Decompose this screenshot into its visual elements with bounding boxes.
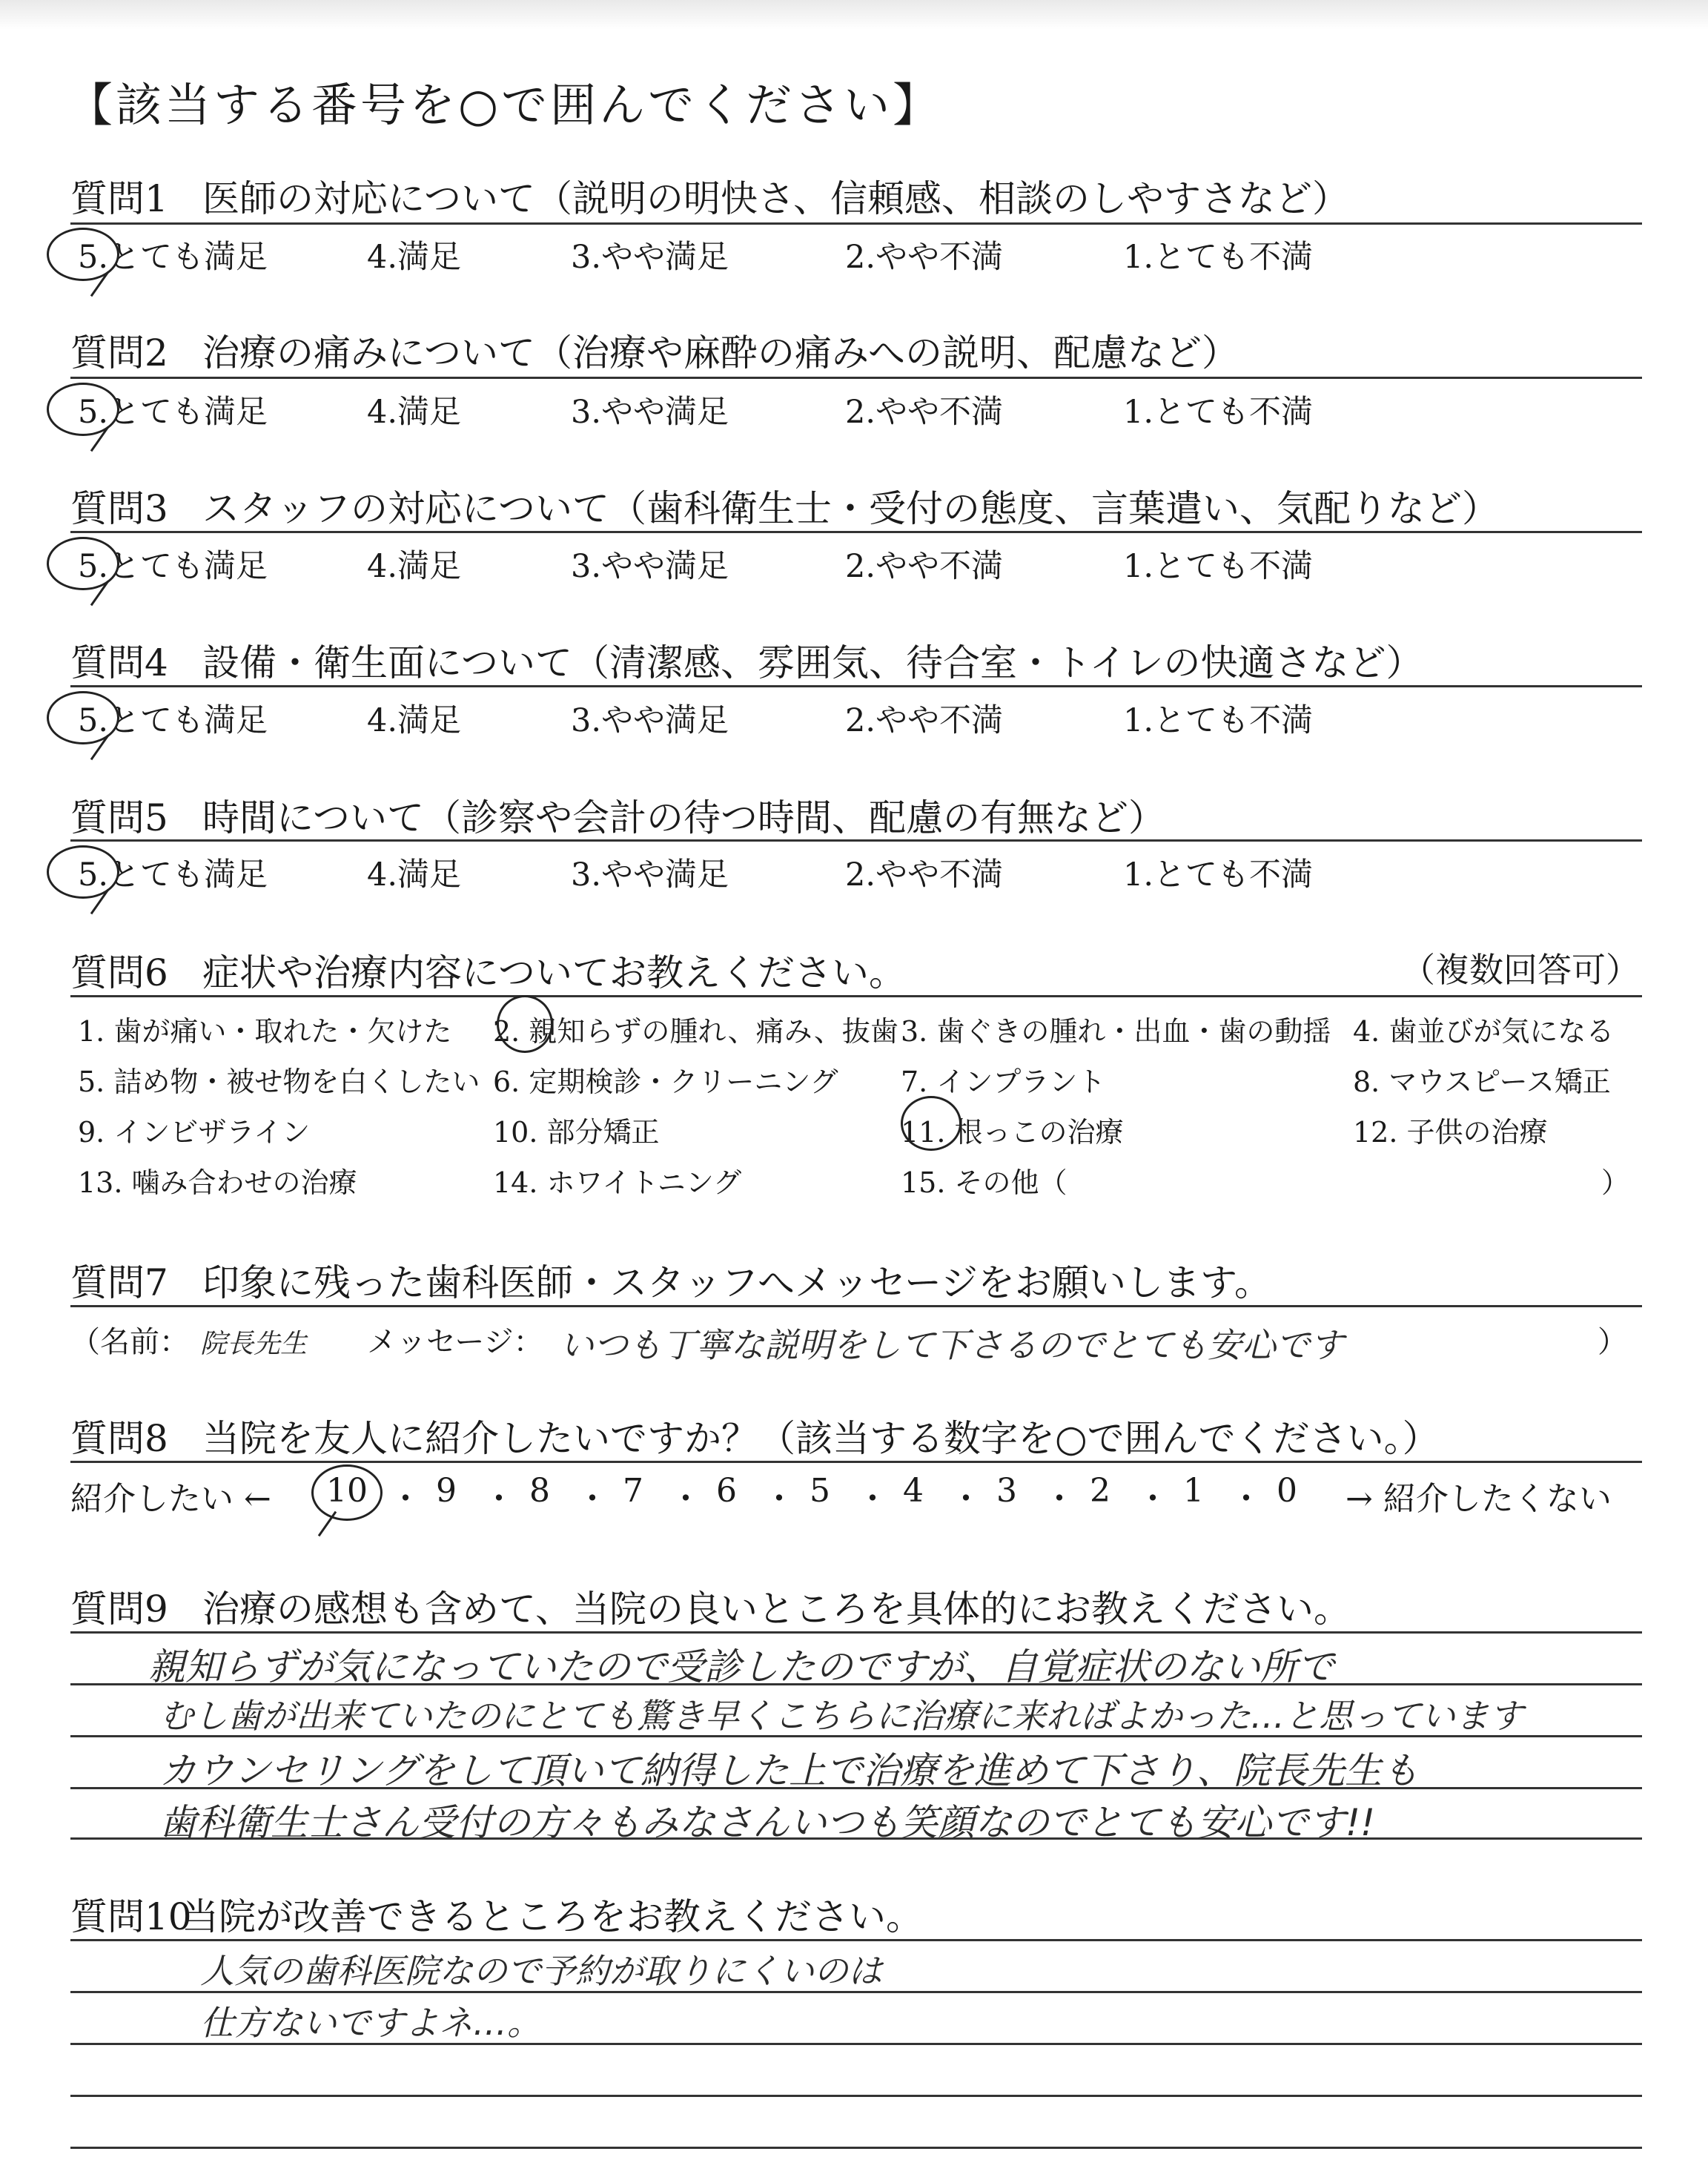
- rating-option-4[interactable]: 4.満足: [367, 548, 462, 585]
- rating-option-2[interactable]: 2.やや不満: [845, 548, 1004, 585]
- multiple-answers-note: （複数回答可）: [1401, 950, 1640, 990]
- scale-value-7[interactable]: 7: [623, 1472, 643, 1510]
- question-text: 治療の痛みについて（治療や麻酔の痛みへの説明、配慮など）: [202, 331, 1239, 374]
- scale-value-10[interactable]: 10: [326, 1472, 368, 1510]
- selection-circle-mark: [497, 995, 553, 1053]
- symptom-option-6[interactable]: 6. 定期検診・クリーニング: [493, 1066, 838, 1098]
- answer-handwriting-line[interactable]: 人気の歯科医院なので予約が取りにくいのは: [200, 1951, 882, 1991]
- question-rule: [70, 531, 1642, 533]
- answer-handwriting-line[interactable]: カウンセリングをして頂いて納得した上で治療を進めて下さり、院長先生も: [159, 1749, 1419, 1792]
- scale-dot: ・: [856, 1480, 889, 1518]
- question-number: 質問4: [70, 641, 168, 684]
- other-close-paren: ）: [1601, 1166, 1630, 1199]
- scale-dot: ・: [483, 1480, 515, 1518]
- answer-handwriting-line[interactable]: 歯科衛生士さん受付の方々もみなさんいつも笑顔なのでとても安心です!!: [159, 1801, 1376, 1844]
- rating-option-4[interactable]: 4.満足: [367, 702, 462, 739]
- question-heading: [70, 633, 1423, 687]
- symptom-option-11[interactable]: 11. 根っこの治療: [901, 1116, 1124, 1149]
- question-rule: [70, 1631, 1642, 1634]
- scale-value-3[interactable]: 3: [996, 1472, 1017, 1510]
- question-10-heading: [70, 1887, 923, 1941]
- rating-option-3[interactable]: 3.やや満足: [571, 702, 729, 739]
- answer-line: [70, 2147, 1642, 2149]
- answer-handwriting-line[interactable]: 親知らずが気になっていたので受診したのですが、自覚症状のない所で: [148, 1645, 1334, 1688]
- question-text: 設備・衛生面について（清潔感、雰囲気、待合室・トイレの快適さなど）: [202, 641, 1423, 684]
- message-label: メッセージ：: [367, 1325, 543, 1359]
- symptom-option-14[interactable]: 14. ホワイトニング: [493, 1166, 742, 1199]
- scale-dot: ・: [389, 1480, 422, 1518]
- question-6-heading: [70, 943, 906, 997]
- question-number: 質問7: [70, 1261, 168, 1304]
- question-7-heading: [70, 1253, 1271, 1307]
- question-8-heading: [70, 1409, 1440, 1462]
- scale-dot: ・: [950, 1480, 982, 1518]
- scale-dot: ・: [1136, 1480, 1169, 1518]
- answer-handwriting-line[interactable]: 仕方ないですよネ…。: [200, 2003, 541, 2043]
- symptom-option-5[interactable]: 5. 詰め物・被せ物を白くしたい: [78, 1066, 480, 1098]
- question-number: 質問3: [70, 487, 168, 530]
- scale-value-1[interactable]: 1: [1183, 1472, 1204, 1510]
- rating-option-3[interactable]: 3.やや満足: [571, 239, 729, 276]
- selection-circle-mark: [311, 1464, 383, 1521]
- question-heading: [70, 169, 1349, 222]
- rating-option-5[interactable]: 5.とても満足: [78, 856, 268, 894]
- symptom-option-15[interactable]: 15. その他（: [901, 1166, 1068, 1199]
- scale-right-label: → 紹介したくない: [1345, 1480, 1612, 1518]
- question-number: 質問2: [70, 331, 168, 374]
- question-number: 質問8: [70, 1417, 168, 1460]
- scale-dot: ・: [576, 1480, 609, 1518]
- rating-options: [70, 541, 1642, 586]
- question-text: 印象に残った歯科医師・スタッフへメッセージをお願いします。: [202, 1261, 1271, 1304]
- question-rule: [70, 1461, 1642, 1463]
- question-number: 質問6: [70, 951, 168, 994]
- answer-line: [70, 2095, 1642, 2097]
- answer-handwriting-line[interactable]: むし歯が出来ていたのにとても驚き早くこちらに治療に来ればよかった…と思っています: [159, 1696, 1523, 1736]
- question-number: 質問1: [70, 177, 168, 220]
- rating-option-1[interactable]: 1.とても不満: [1123, 394, 1314, 431]
- symptom-option-7[interactable]: 7. インプラント: [901, 1066, 1106, 1098]
- symptom-option-8[interactable]: 8. マウスピース矯正: [1353, 1066, 1611, 1098]
- rating-option-3[interactable]: 3.やや満足: [571, 856, 729, 894]
- scale-value-5[interactable]: 5: [810, 1472, 830, 1510]
- rating-option-1[interactable]: 1.とても不満: [1123, 548, 1314, 585]
- rating-options: [70, 232, 1642, 277]
- question-text: 当院を友人に紹介したいですか？（該当する数字を○で囲んでください。）: [202, 1417, 1440, 1460]
- question-text: スタッフの対応について（歯科衛生士・受付の態度、言葉遣い、気配りなど）: [202, 487, 1499, 530]
- rating-options: [70, 850, 1642, 894]
- scale-dot: ・: [1043, 1480, 1076, 1518]
- question-text: 治療の感想も含めて、当院の良いところを具体的にお教えください。: [202, 1588, 1351, 1631]
- rating-option-4[interactable]: 4.満足: [367, 856, 462, 894]
- question-number: 質問9: [70, 1588, 168, 1631]
- scale-value-2[interactable]: 2: [1090, 1472, 1110, 1510]
- symptom-option-4[interactable]: 4. 歯並びが気になる: [1353, 1015, 1615, 1048]
- rating-option-1[interactable]: 1.とても不満: [1123, 239, 1314, 276]
- scale-dot: ・: [669, 1480, 702, 1518]
- question-heading: [70, 323, 1239, 377]
- scale-value-4[interactable]: 4: [903, 1472, 924, 1510]
- rating-option-5[interactable]: 5.とても満足: [78, 702, 268, 739]
- rating-option-5[interactable]: 5.とても満足: [78, 394, 268, 431]
- question-text: 当院が改善できるところをお教えください。: [182, 1895, 923, 1938]
- rating-option-2[interactable]: 2.やや不満: [845, 856, 1004, 894]
- question-text: 時間について（診察や会計の待つ時間、配慮の有無など）: [202, 796, 1165, 839]
- question-rule: [70, 1305, 1642, 1307]
- rating-option-4[interactable]: 4.満足: [367, 239, 462, 276]
- question-heading: [70, 479, 1499, 532]
- rating-option-3[interactable]: 3.やや満足: [571, 394, 729, 431]
- rating-option-1[interactable]: 1.とても不満: [1123, 856, 1314, 894]
- page-title: 【該当する番号を○で囲んでください】: [67, 78, 942, 132]
- rating-option-2[interactable]: 2.やや不満: [845, 239, 1004, 276]
- question-rule: [70, 222, 1642, 225]
- symptom-option-2[interactable]: 2. 親知らずの腫れ、痛み、抜歯: [493, 1015, 898, 1048]
- rating-option-2[interactable]: 2.やや不満: [845, 394, 1004, 431]
- symptom-option-13[interactable]: 13. 噛み合わせの治療: [78, 1166, 357, 1199]
- selection-circle-mark: [901, 1096, 961, 1151]
- question-number: 質問10: [70, 1895, 192, 1938]
- rating-options: [70, 696, 1642, 740]
- name-label: （名前：: [70, 1325, 189, 1359]
- rating-option-1[interactable]: 1.とても不満: [1123, 702, 1314, 739]
- question-rule: [70, 995, 1642, 997]
- question-number: 質問5: [70, 796, 168, 839]
- question-rule: [70, 1939, 1642, 1941]
- question-rule: [70, 839, 1642, 842]
- scale-value-6[interactable]: 6: [716, 1472, 737, 1510]
- symptom-option-3[interactable]: 3. 歯ぐきの腫れ・出血・歯の動揺: [901, 1015, 1331, 1048]
- question-text: 医師の対応について（説明の明快さ、信頼感、相談のしやすさなど）: [202, 177, 1349, 220]
- question-text: 症状や治療内容についてお教えください。: [202, 951, 906, 994]
- message-close-paren: ）: [1598, 1325, 1627, 1359]
- question-9-heading: [70, 1579, 1351, 1633]
- rating-options: [70, 387, 1642, 432]
- symptom-option-10[interactable]: 10. 部分矯正: [493, 1116, 660, 1149]
- question-rule: [70, 377, 1642, 379]
- symptom-option-1[interactable]: 1. 歯が痛い・取れた・欠けた: [78, 1015, 452, 1048]
- scale-value-8[interactable]: 8: [529, 1472, 550, 1510]
- scan-top-band: [0, 0, 1708, 30]
- question-rule: [70, 685, 1642, 687]
- scale-dot: ・: [763, 1480, 795, 1518]
- rating-option-5[interactable]: 5.とても満足: [78, 239, 268, 276]
- scale-value-9[interactable]: 9: [436, 1472, 457, 1510]
- rating-option-4[interactable]: 4.満足: [367, 394, 462, 431]
- symptom-option-12[interactable]: 12. 子供の治療: [1353, 1116, 1548, 1149]
- symptom-option-9[interactable]: 9. インビザライン: [78, 1116, 311, 1149]
- scale-left-label: 紹介したい ←: [70, 1480, 271, 1518]
- message-value[interactable]: いつも丁寧な説明をして下さるのでとても安心です: [560, 1325, 1344, 1365]
- name-value[interactable]: 院長先生: [200, 1329, 308, 1359]
- rating-option-2[interactable]: 2.やや不満: [845, 702, 1004, 739]
- question-heading: [70, 788, 1165, 842]
- scale-dot: ・: [1230, 1480, 1262, 1518]
- rating-option-3[interactable]: 3.やや満足: [571, 548, 729, 585]
- scale-value-0[interactable]: 0: [1277, 1472, 1297, 1510]
- rating-option-5[interactable]: 5.とても満足: [78, 548, 268, 585]
